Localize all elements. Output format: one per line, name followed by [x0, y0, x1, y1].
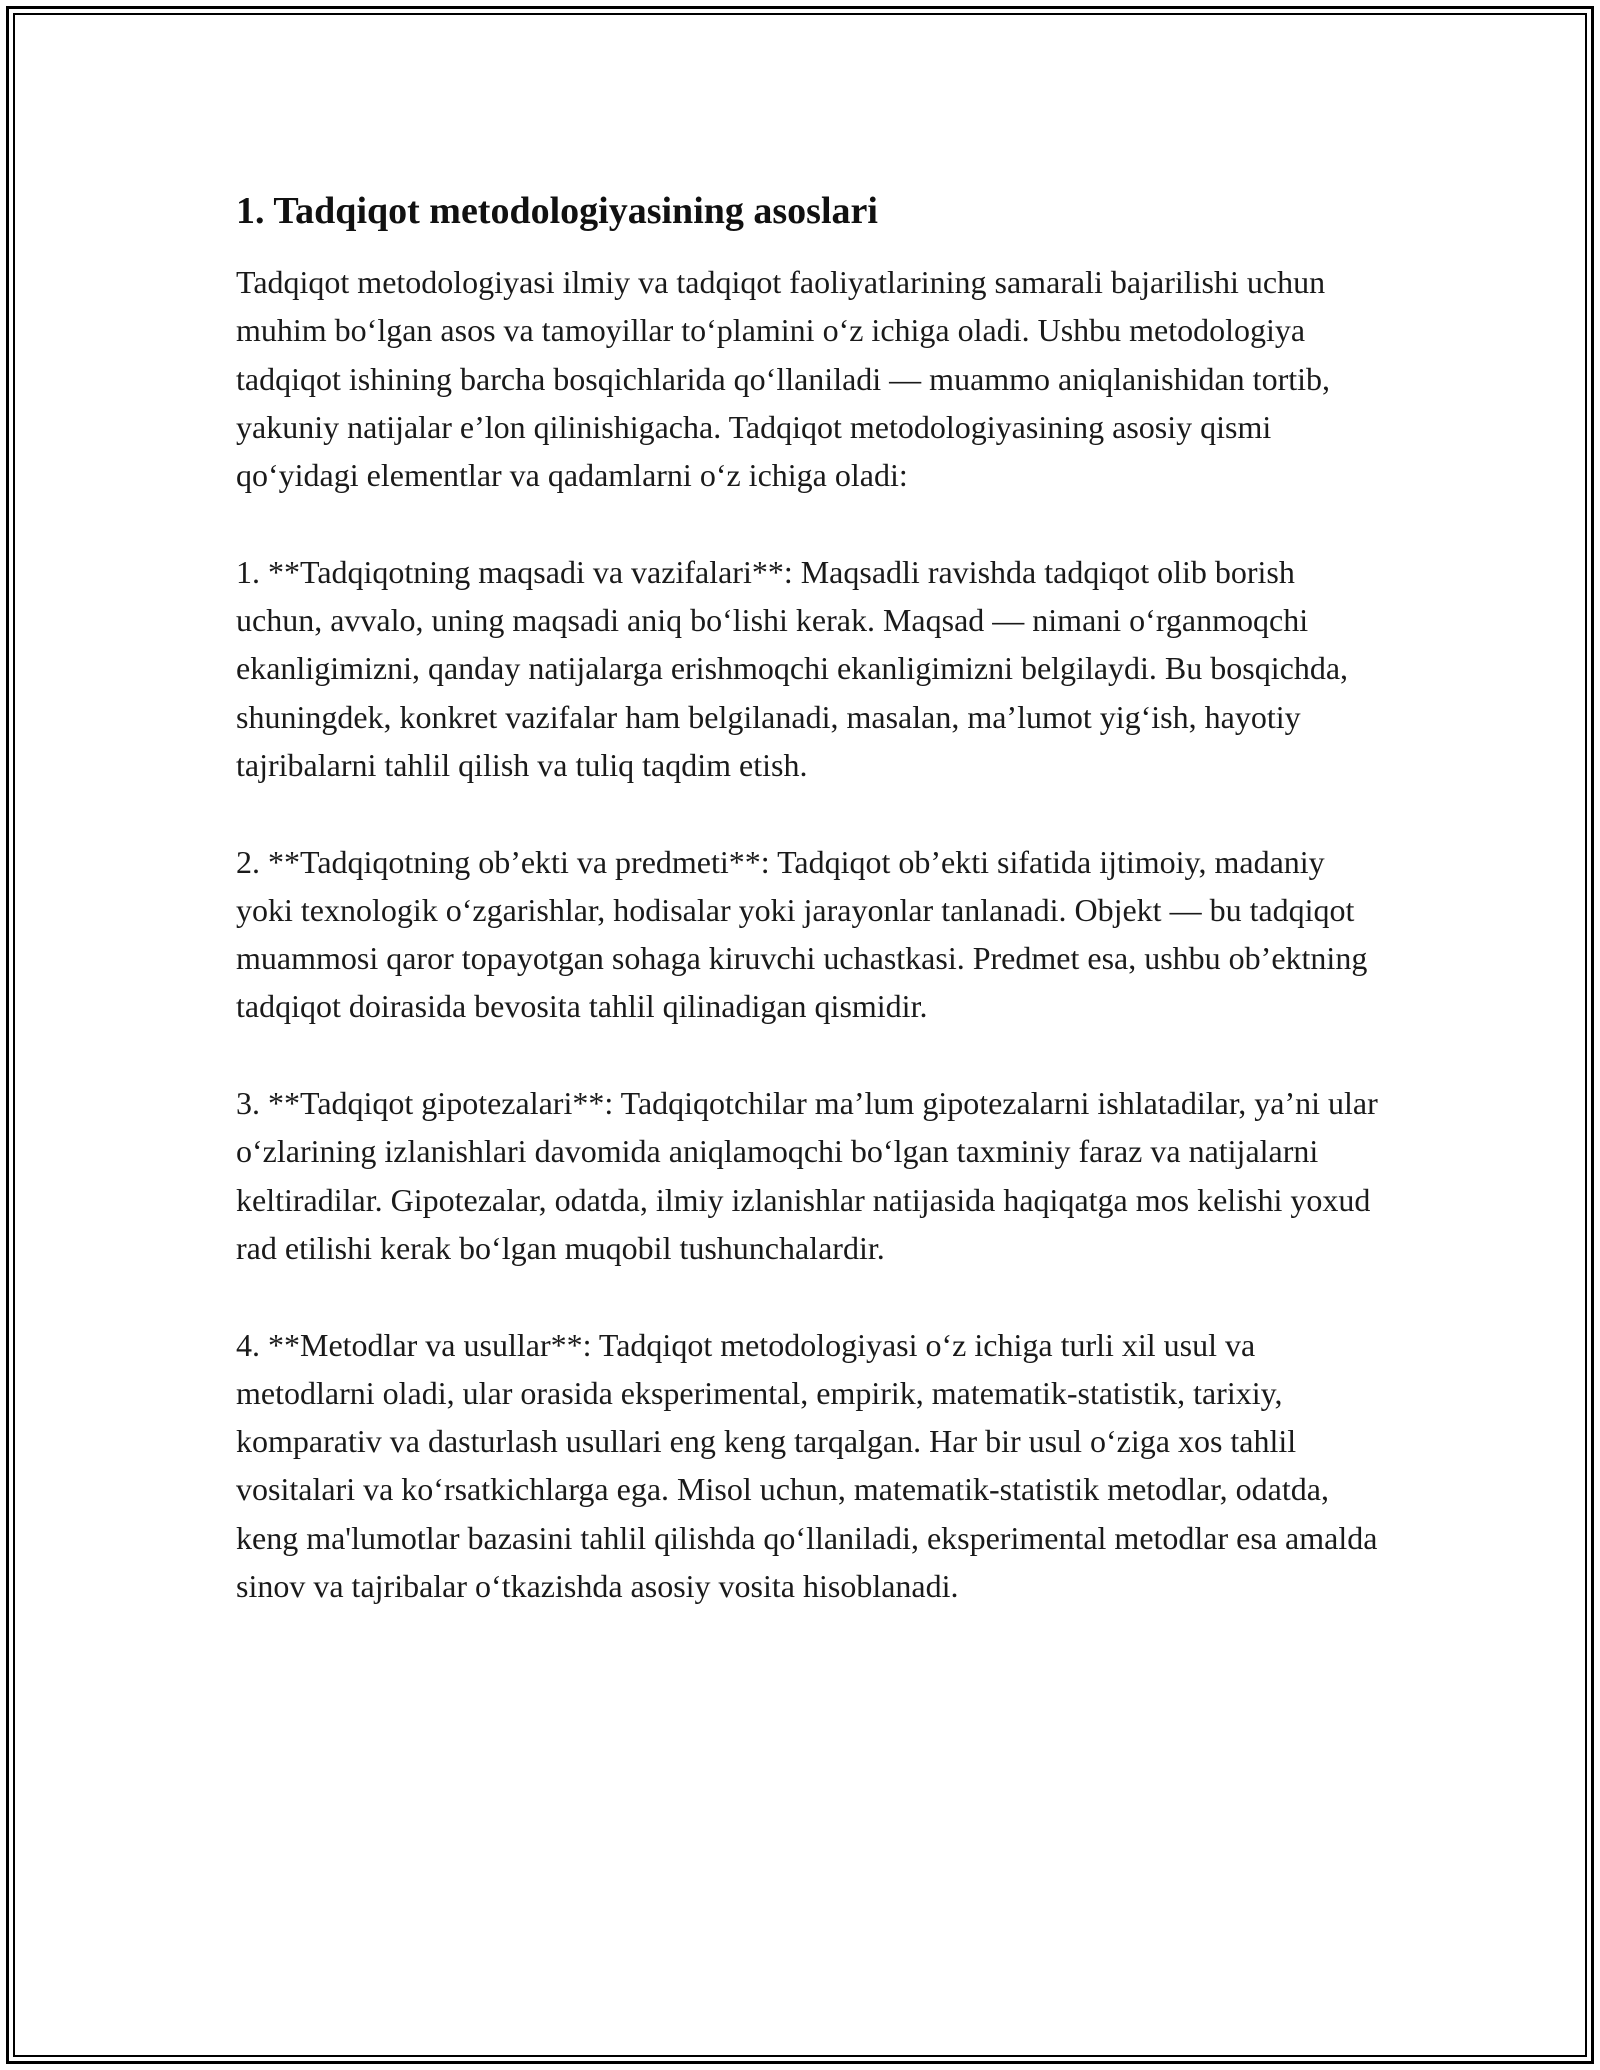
paragraph-goals-tasks: 1. **Tadqiqotning maqsadi va vazifalari**: Maqsadli ravishda tadqiqot olib borish uchun, avvalo, uning maqsadi aniq bo‘lishi kerak. Maqsad — nimani o‘rganmoqchi ekanligimizni, qanday natijalarga erishmoqchi ekanligimizni belgilaydi. Bu bosqichda, shuningdek, konkret vazifalar ham belgilanadi, masalan, ma’lumot yig‘ish, hayotiy tajribalarni tahlil qilish va tuliq taqdim etish.	[236, 553, 1349, 783]
paragraph-hypotheses: 3. **Tadqiqot gipotezalari**: Tadqiqotchilar ma’lum gipotezalarni ishlatadilar, ya’ni ular o‘zlarining izlanishlari davomida aniqlamoqchi bo‘lgan taxminiy faraz va natijalarni keltiradilar. Gipotezalar, odatda, ilmiy izlanishlar natijasida haqiqatga mos kelishi yoxud rad etilishi kerak bo‘lgan muqobil tushunchalardir.	[236, 1085, 1378, 1266]
intro-paragraph: Tadqiqot metodologiyasi ilmiy va tadqiqot faoliyatlarining samarali bajarilishi uchun muhim bo‘lgan asos va tamoyillar to‘plamini o‘z ichiga oladi. Ushbu metodologiya tadqiqot ishining barcha bosqichlarida qo‘llaniladi — muammo aniqlanishidan tortib, yakuniy natijalar e’lon qilinishigacha. Tadqiqot metodologiyasining asosiy qismi qo‘yidagi elementlar va qadamlarni o‘z ichiga oladi:	[236, 264, 1330, 494]
paragraph-methods: 4. **Metodlar va usullar**: Tadqiqot metodologiyasi o‘z ichiga turli xil usul va metodlarni oladi, ular orasida eksperimental, empirik, matematik-statistik, tarixiy, komparativ va dasturlash usullari eng keng tarqalgan. Har bir usul o‘ziga xos tahlil vositalari va ko‘rsatkichlarga ega. Misol uchun, matematik-statistik metodlar, odatda, keng ma'lumotlar bazasini tahlil qilishda qo‘llaniladi, eksperimental metodlar esa amalda sinov va tajribalar o‘tkazishda asosiy vosita hisoblanadi.	[236, 1326, 1378, 1605]
document-title: 1. Tadqiqot metodologiyasining asoslari	[236, 190, 878, 232]
paragraph-object-subject: 2. **Tadqiqotning ob’ekti va predmeti**: Tadqiqot ob’ekti sifatida ijtimoiy, madaniy yoki texnologik o‘zgarishlar, hodisalar yoki jarayonlar tanlanadi. Objekt — bu tadqiqot muammosi qaror topayotgan sohaga kiruvchi uchastkasi. Predmet esa, ushbu ob’ektning tadqiqot doirasida bevosita tahlil qilinadigan qismidir.	[236, 843, 1368, 1025]
document-body	[236, 186, 1386, 1659]
